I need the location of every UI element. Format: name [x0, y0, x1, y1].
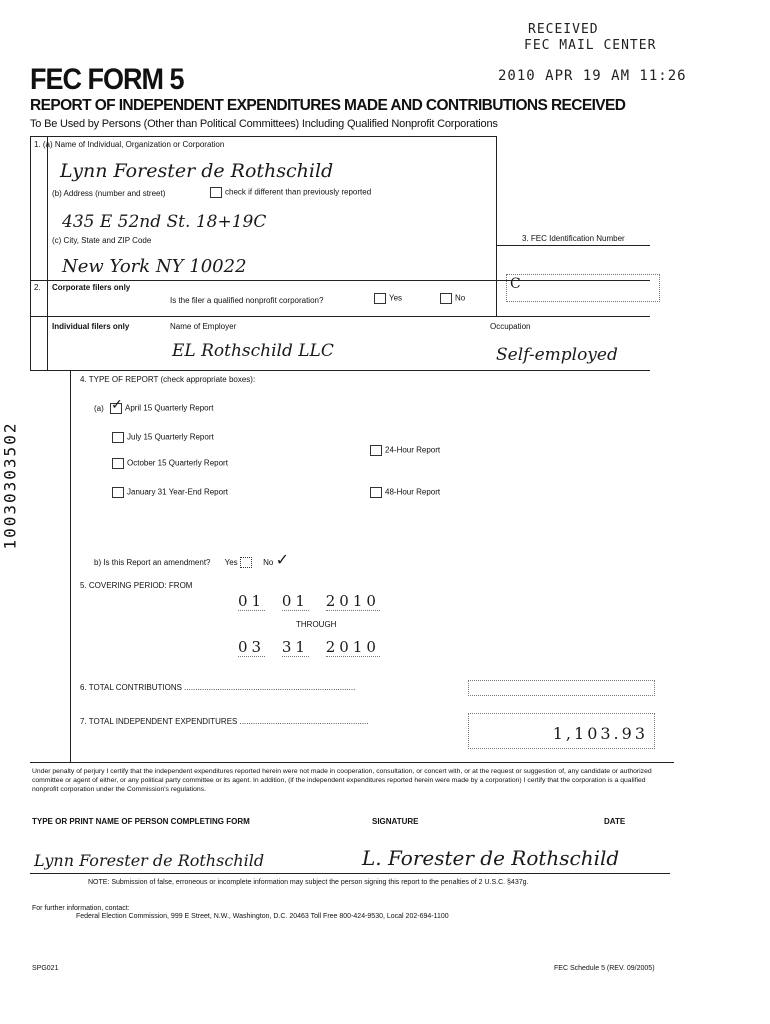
contact-label: For further information, contact: — [32, 905, 130, 912]
form-title: FEC FORM 5 — [30, 62, 184, 96]
nonprofit-question: Is the filer a qualified nonprofit corporation? — [170, 296, 324, 305]
printed-name-value: Lynn Forester de Rothschild — [34, 851, 265, 870]
date-label: DATE — [604, 817, 626, 826]
received-stamp — [498, 22, 687, 84]
24hour-option[interactable] — [370, 445, 440, 456]
name-value: Lynn Forester de Rothschild — [60, 160, 334, 182]
from-year: 2010 — [325, 592, 380, 610]
section2-number: 2. — [34, 283, 41, 292]
individual-filers-label: Individual filers only — [52, 322, 130, 331]
contact-text: Federal Election Commission, 999 E Street, N.W., Washington, D.C. 20463 Toll Free 800-424-9530, Local 202-694-1100 — [76, 913, 449, 920]
october-checkbox[interactable] — [112, 458, 124, 469]
from-month: 01 — [238, 592, 266, 610]
january-option[interactable] — [112, 487, 228, 498]
april-check-mark: ✓ — [111, 397, 123, 413]
through-label: THROUGH — [296, 620, 337, 629]
total-expenditures-value: 1,103.93 — [552, 724, 648, 743]
signature-value: L. Forester de Rothschild — [362, 846, 620, 870]
amendment-no[interactable]: No — [263, 558, 274, 567]
stamp-received: RECEIVED — [528, 22, 599, 37]
stamp-date: 2010 APR 19 AM 11:26 — [498, 68, 687, 84]
print-name-label: TYPE OR PRINT NAME OF PERSON COMPLETING FORM — [32, 817, 250, 826]
nonprofit-no[interactable] — [440, 293, 465, 304]
amendment-question: b) Is this Report an amendment? — [94, 558, 211, 567]
april-checkbox[interactable] — [110, 397, 123, 414]
july-option[interactable] — [112, 432, 214, 443]
fec-id-value: C — [510, 276, 521, 292]
occupation-value: Self-employed — [496, 345, 618, 365]
from-date[interactable] — [238, 592, 380, 610]
total-contributions-field[interactable] — [468, 680, 655, 696]
january-label: January 31 Year-End Report — [127, 487, 228, 497]
address-value: 435 E 52nd St. 18+19C — [62, 212, 267, 232]
october-option[interactable] — [112, 458, 228, 469]
48hour-option[interactable] — [370, 487, 440, 498]
occupation-label: Occupation — [490, 322, 531, 331]
24hour-label: 24-Hour Report — [385, 445, 441, 455]
nonprofit-no-box[interactable] — [440, 293, 452, 304]
option-a-prefix: (a) — [94, 403, 104, 413]
july-checkbox[interactable] — [112, 432, 124, 443]
address-changed-checkbox[interactable] — [210, 187, 371, 198]
nonprofit-no-label: No — [455, 293, 466, 303]
employer-label: Name of Employer — [170, 322, 237, 331]
report-subtitle: To Be Used by Persons (Other than Political Committees) Including Qualified Nonprofit Corporations — [30, 118, 498, 130]
report-type-label: 4. TYPE OF REPORT (check appropriate boxes): — [80, 375, 256, 384]
24hour-checkbox[interactable] — [370, 445, 382, 456]
city-value: New York NY 10022 — [62, 256, 247, 277]
amendment-yes[interactable]: Yes — [224, 558, 238, 567]
nonprofit-yes-label: Yes — [389, 293, 403, 303]
penalty-note: NOTE: Submission of false, erroneous or incomplete information may subject the person signing this report to the penalties of 2 U.S.C. §437g. — [88, 879, 529, 886]
to-day: 31 — [281, 638, 309, 656]
report-title: REPORT OF INDEPENDENT EXPENDITURES MADE AND CONTRIBUTIONS RECEIVED — [30, 97, 626, 114]
fec-id-field[interactable] — [506, 274, 660, 302]
employer-value: EL Rothschild LLC — [172, 341, 334, 361]
signature-label: SIGNATURE — [372, 817, 419, 826]
april-label: April 15 Quarterly Report — [125, 403, 214, 413]
july-label: July 15 Quarterly Report — [127, 432, 214, 442]
city-label: (c) City, State and ZIP Code — [52, 236, 152, 245]
april-option[interactable] — [94, 397, 214, 414]
corporate-filers-label: Corporate filers only — [52, 283, 131, 292]
address-label: (b) Address (number and street) — [52, 189, 166, 198]
stamp-mail-center: FEC MAIL CENTER — [524, 38, 657, 53]
address-changed-box[interactable] — [210, 187, 222, 198]
amendment-no-check: ✓ — [275, 550, 289, 569]
total-expenditures-field[interactable] — [468, 713, 655, 749]
through-date[interactable] — [238, 638, 380, 656]
document-number: 10030303502 — [0, 421, 20, 550]
from-day: 01 — [281, 592, 309, 610]
nonprofit-yes[interactable] — [374, 293, 402, 304]
october-label: October 15 Quarterly Report — [127, 458, 228, 468]
amendment-row — [94, 550, 289, 569]
name-label: 1. (a) Name of Individual, Organization or Corporation — [34, 140, 225, 149]
schedule-revision: FEC Schedule 5 (REV. 09/2005) — [554, 965, 655, 972]
amendment-yes-box[interactable] — [240, 557, 252, 568]
covering-period-label: 5. COVERING PERIOD: FROM — [80, 581, 193, 590]
total-expenditures-label: 7. TOTAL INDEPENDENT EXPENDITURES .......................................................... — [80, 717, 369, 726]
48hour-label: 48-Hour Report — [385, 487, 441, 497]
january-checkbox[interactable] — [112, 487, 124, 498]
48hour-checkbox[interactable] — [370, 487, 382, 498]
form-code: SPG021 — [32, 965, 59, 972]
to-year: 2010 — [325, 638, 380, 656]
total-contributions-label: 6. TOTAL CONTRIBUTIONS ............................................................................. — [80, 683, 356, 692]
fec-id-label: 3. FEC Identification Number — [522, 234, 625, 243]
nonprofit-yes-box[interactable] — [374, 293, 386, 304]
address-changed-label: check if different than previously reported — [225, 187, 372, 197]
to-month: 03 — [238, 638, 266, 656]
certification-text: Under penalty of perjury I certify that the independent expenditures reported herein were not made in cooperation, consultation, or concert with, or at the request or suggestion of, any candidate or authorized committee or agent of either, or any political party committee or its agent. In addition, (if the independent expenditures reported herein were made by a corporation) I certify that the corporation is a qualified nonprofit corporation under the Commission's regulations. — [32, 768, 652, 793]
